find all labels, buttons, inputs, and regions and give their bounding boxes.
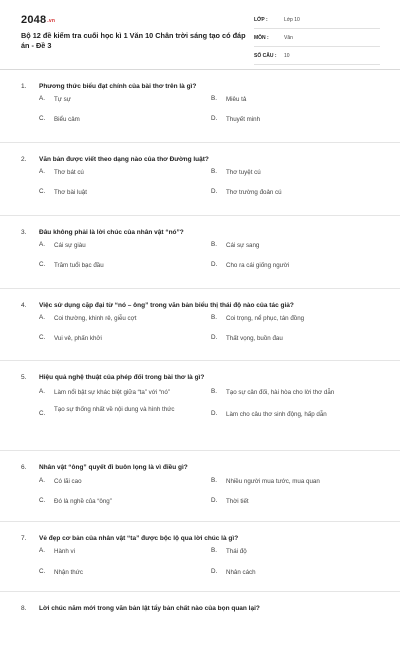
question-item xyxy=(0,361,400,434)
meta-row-count xyxy=(254,50,380,65)
option-text: Cho ra cái giống người xyxy=(226,262,290,269)
option-letter: B. xyxy=(211,241,217,248)
question-text: Lời chúc năm mới trong văn bản lật tẩy bản chất nào của bọn quan lại? xyxy=(39,605,260,612)
option-text: Coi thường, khinh rẻ, giễu cợt xyxy=(54,315,137,322)
question-item xyxy=(0,451,400,524)
question-text: Đâu không phải là lời chúc của nhân vật “nó”? xyxy=(39,229,184,236)
option-letter: A. xyxy=(39,314,45,321)
question-number: 1. xyxy=(21,83,27,90)
meta-row-subject xyxy=(254,32,380,47)
page-header xyxy=(0,0,400,70)
question-item xyxy=(0,289,400,362)
option-letter: D. xyxy=(211,410,218,417)
question-item xyxy=(0,592,400,665)
meta-value: 10 xyxy=(284,53,290,59)
question-text: Văn bản được viết theo dạng nào của thơ Đường luật? xyxy=(39,156,209,163)
option-text: Có lãi cao xyxy=(54,478,82,485)
option-text: Làm nổi bật sự khác biệt giữa “ta” với “nó” xyxy=(54,389,170,396)
option-text: Coi trọng, nể phục, tán đồng xyxy=(226,315,305,322)
logo-text: 2048 xyxy=(21,14,47,26)
option-text: Tự sự xyxy=(54,96,71,103)
option-letter: C. xyxy=(39,497,46,504)
option-text: Nhiều người mua tước, mua quan xyxy=(226,478,320,485)
question-number: 8. xyxy=(21,605,27,612)
option-letter: C. xyxy=(39,115,46,122)
question-text: Việc sử dụng cặp đại từ “nó – ông” trong văn bản biểu thị thái độ nào của tác giả? xyxy=(39,302,294,309)
meta-row-class xyxy=(254,14,380,29)
option-letter: A. xyxy=(39,388,45,395)
question-number: 3. xyxy=(21,229,27,236)
option-text: Thuyết minh xyxy=(226,116,261,123)
document-title: Bộ 12 đề kiểm tra cuối học kì 1 Văn 10 Chân trời sáng tạo có đáp án - Đề 3 xyxy=(21,31,246,50)
option-text: Nhận thức xyxy=(54,569,83,576)
question-item xyxy=(0,216,400,289)
option-letter: B. xyxy=(211,477,217,484)
option-letter: D. xyxy=(211,334,218,341)
question-item xyxy=(0,522,400,595)
option-letter: B. xyxy=(211,95,217,102)
question-item xyxy=(0,70,400,143)
question-number: 2. xyxy=(21,156,27,163)
question-item xyxy=(0,143,400,216)
question-number: 7. xyxy=(21,535,27,542)
option-letter: C. xyxy=(39,261,46,268)
option-letter: B. xyxy=(211,168,217,175)
site-logo[interactable] xyxy=(21,14,55,26)
option-letter: B. xyxy=(211,388,217,395)
question-number: 6. xyxy=(21,464,27,471)
meta-label: SỐ CÂU : xyxy=(254,53,277,59)
option-letter: D. xyxy=(211,188,218,195)
question-text: Hiệu quả nghệ thuật của phép đối trong bài thơ là gì? xyxy=(39,374,205,381)
option-letter: C. xyxy=(39,410,46,417)
question-number: 4. xyxy=(21,302,27,309)
option-text: Thơ trường đoản cú xyxy=(226,189,282,196)
option-text: Nhân cách xyxy=(226,569,256,576)
meta-label: LỚP : xyxy=(254,17,268,23)
option-letter: D. xyxy=(211,261,218,268)
option-letter: A. xyxy=(39,168,45,175)
option-text: Thất vọng, buồn đau xyxy=(226,335,283,342)
option-letter: D. xyxy=(211,497,218,504)
option-text: Đó là nghề của “ông” xyxy=(54,498,112,505)
option-letter: A. xyxy=(39,241,45,248)
meta-value: Văn xyxy=(284,35,293,41)
option-text: Cái sự giàu xyxy=(54,242,86,249)
option-text: Hành vi xyxy=(54,548,75,555)
option-letter: D. xyxy=(211,115,218,122)
option-text: Tạo sự cân đối, hài hòa cho lời thơ dẫn xyxy=(226,389,335,396)
question-number: 5. xyxy=(21,374,27,381)
option-letter: C. xyxy=(39,188,46,195)
option-letter: B. xyxy=(211,547,217,554)
meta-info xyxy=(254,14,380,68)
option-letter: C. xyxy=(39,568,46,575)
option-text: Thơ bài luật xyxy=(54,189,87,196)
meta-value: Lớp 10 xyxy=(284,17,300,23)
option-text: Biểu cảm xyxy=(54,116,80,123)
option-letter: C. xyxy=(39,334,46,341)
question-text: Vẻ đẹp cơ bản của nhân vật “ta” được bộc lộ qua lời chúc là gì? xyxy=(39,535,239,542)
option-letter: D. xyxy=(211,568,218,575)
option-text: Thơ bát cú xyxy=(54,169,84,176)
option-text: Làm cho câu thơ sinh động, hấp dẫn xyxy=(226,411,327,418)
option-text: Cái sự sang xyxy=(226,242,260,249)
option-text: Miêu tả xyxy=(226,96,247,103)
option-letter: A. xyxy=(39,547,45,554)
option-letter: B. xyxy=(211,314,217,321)
option-letter: A. xyxy=(39,477,45,484)
option-text: Tạo sự thống nhất về nội dung và hình thức xyxy=(54,406,175,413)
option-letter: A. xyxy=(39,95,45,102)
option-text: Trăm tuổi bạc đầu xyxy=(54,262,104,269)
meta-label: MÔN : xyxy=(254,35,269,41)
option-text: Thời tiết xyxy=(226,498,249,505)
option-text: Thơ tuyệt cú xyxy=(226,169,261,176)
logo-suffix: .vn xyxy=(47,18,56,24)
option-text: Thái độ xyxy=(226,548,247,555)
option-text: Vui vẻ, phấn khởi xyxy=(54,335,102,342)
question-text: Phương thức biểu đạt chính của bài thơ trên là gì? xyxy=(39,83,197,90)
question-text: Nhân vật “ông” quyết đi buôn lọng là vì điều gì? xyxy=(39,464,188,471)
